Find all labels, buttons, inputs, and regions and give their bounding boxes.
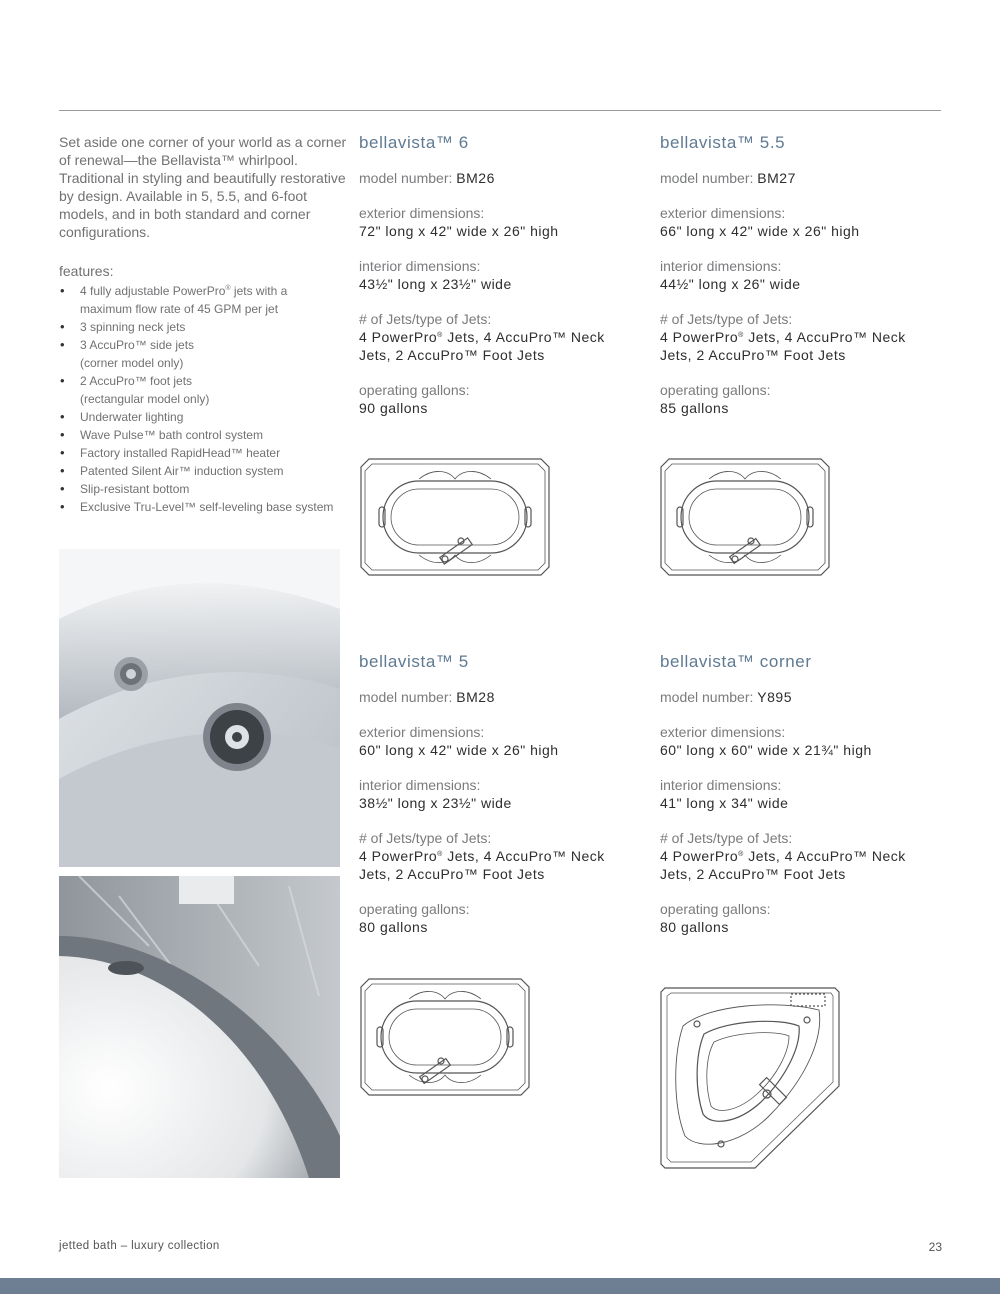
model-number: model number: Y895 bbox=[660, 689, 792, 705]
exterior-dimensions: exterior dimensions: 72" long x 42" wide x 26" high bbox=[359, 205, 559, 239]
feature-item: • Exclusive Tru-Level™ self-leveling base system bbox=[59, 498, 349, 516]
tub-diagram-y895 bbox=[659, 986, 841, 1170]
footer-collection-label: jetted bath – luxury collection bbox=[59, 1240, 220, 1252]
operating-gallons: operating gallons: 90 gallons bbox=[359, 382, 470, 416]
intro-column bbox=[59, 133, 349, 516]
operating-gallons: operating gallons: 80 gallons bbox=[660, 901, 771, 935]
exterior-dimensions: exterior dimensions: 60" long x 42" wide x 26" high bbox=[359, 724, 559, 758]
model-number: model number: BM28 bbox=[359, 689, 495, 705]
feature-item: • Patented Silent Air™ induction system bbox=[59, 462, 349, 480]
operating-gallons: operating gallons: 85 gallons bbox=[660, 382, 771, 416]
product-bellavista-5 bbox=[359, 652, 649, 953]
interior-dimensions: interior dimensions: 41" long x 34" wide bbox=[660, 777, 789, 811]
product-title: bellavista™ 6 bbox=[359, 133, 469, 152]
tub-diagram-bm28 bbox=[359, 977, 531, 1097]
top-rule bbox=[59, 110, 941, 111]
jet-closeup-photo bbox=[59, 549, 340, 867]
features-label: features: bbox=[59, 263, 114, 279]
jets-spec: # of Jets/type of Jets: 4 PowerPro® Jets, 4 AccuPro™ Neck Jets, 2 AccuPro™ Foot Jets bbox=[660, 830, 906, 882]
bottom-band bbox=[0, 1278, 1000, 1294]
intro-paragraph: Set aside one corner of your world as a corner of renewal—the Bellavista™ whirlpool. Traditional in styling and beautifully restorative by design. Available in 5, 5.5, and 6-foot models, and in both standard and corner configurations. bbox=[59, 134, 347, 240]
model-number: model number: BM27 bbox=[660, 170, 796, 186]
feature-item: • Underwater lighting bbox=[59, 408, 349, 426]
interior-dimensions: interior dimensions: 43½" long x 23½" wide bbox=[359, 258, 512, 292]
product-title: bellavista™ corner bbox=[660, 652, 812, 671]
jets-spec: # of Jets/type of Jets: 4 PowerPro® Jets, 4 AccuPro™ Neck Jets, 2 AccuPro™ Foot Jets bbox=[660, 311, 906, 363]
features-list bbox=[59, 282, 349, 516]
exterior-dimensions: exterior dimensions: 60" long x 60" wide x 21¾" high bbox=[660, 724, 872, 758]
jets-spec: # of Jets/type of Jets: 4 PowerPro® Jets, 4 AccuPro™ Neck Jets, 2 AccuPro™ Foot Jets bbox=[359, 830, 605, 882]
feature-item: • 3 AccuPro™ side jets (corner model only) bbox=[59, 336, 349, 372]
marble-tub-photo bbox=[59, 876, 340, 1178]
feature-item: • 4 fully adjustable PowerPro® jets with a maximum flow rate of 45 GPM per jet bbox=[59, 282, 349, 318]
model-number: model number: BM26 bbox=[359, 170, 495, 186]
exterior-dimensions: exterior dimensions: 66" long x 42" wide x 26" high bbox=[660, 205, 860, 239]
interior-dimensions: interior dimensions: 44½" long x 26" wide bbox=[660, 258, 801, 292]
product-bellavista-corner bbox=[660, 652, 950, 953]
feature-item: • Wave Pulse™ bath control system bbox=[59, 426, 349, 444]
page-number: 23 bbox=[928, 1240, 942, 1254]
product-bellavista-5-5 bbox=[660, 133, 950, 434]
product-title: bellavista™ 5 bbox=[359, 652, 469, 671]
feature-item: • Slip-resistant bottom bbox=[59, 480, 349, 498]
jets-spec: # of Jets/type of Jets: 4 PowerPro® Jets, 4 AccuPro™ Neck Jets, 2 AccuPro™ Foot Jets bbox=[359, 311, 605, 363]
product-title: bellavista™ 5.5 bbox=[660, 133, 786, 152]
feature-item: • 2 AccuPro™ foot jets (rectangular model only) bbox=[59, 372, 349, 408]
product-bellavista-6 bbox=[359, 133, 649, 434]
feature-item: • Factory installed RapidHead™ heater bbox=[59, 444, 349, 462]
feature-item: • 3 spinning neck jets bbox=[59, 318, 349, 336]
tub-diagram-bm27 bbox=[659, 457, 831, 577]
tub-diagram-bm26 bbox=[359, 457, 551, 577]
operating-gallons: operating gallons: 80 gallons bbox=[359, 901, 470, 935]
interior-dimensions: interior dimensions: 38½" long x 23½" wide bbox=[359, 777, 512, 811]
